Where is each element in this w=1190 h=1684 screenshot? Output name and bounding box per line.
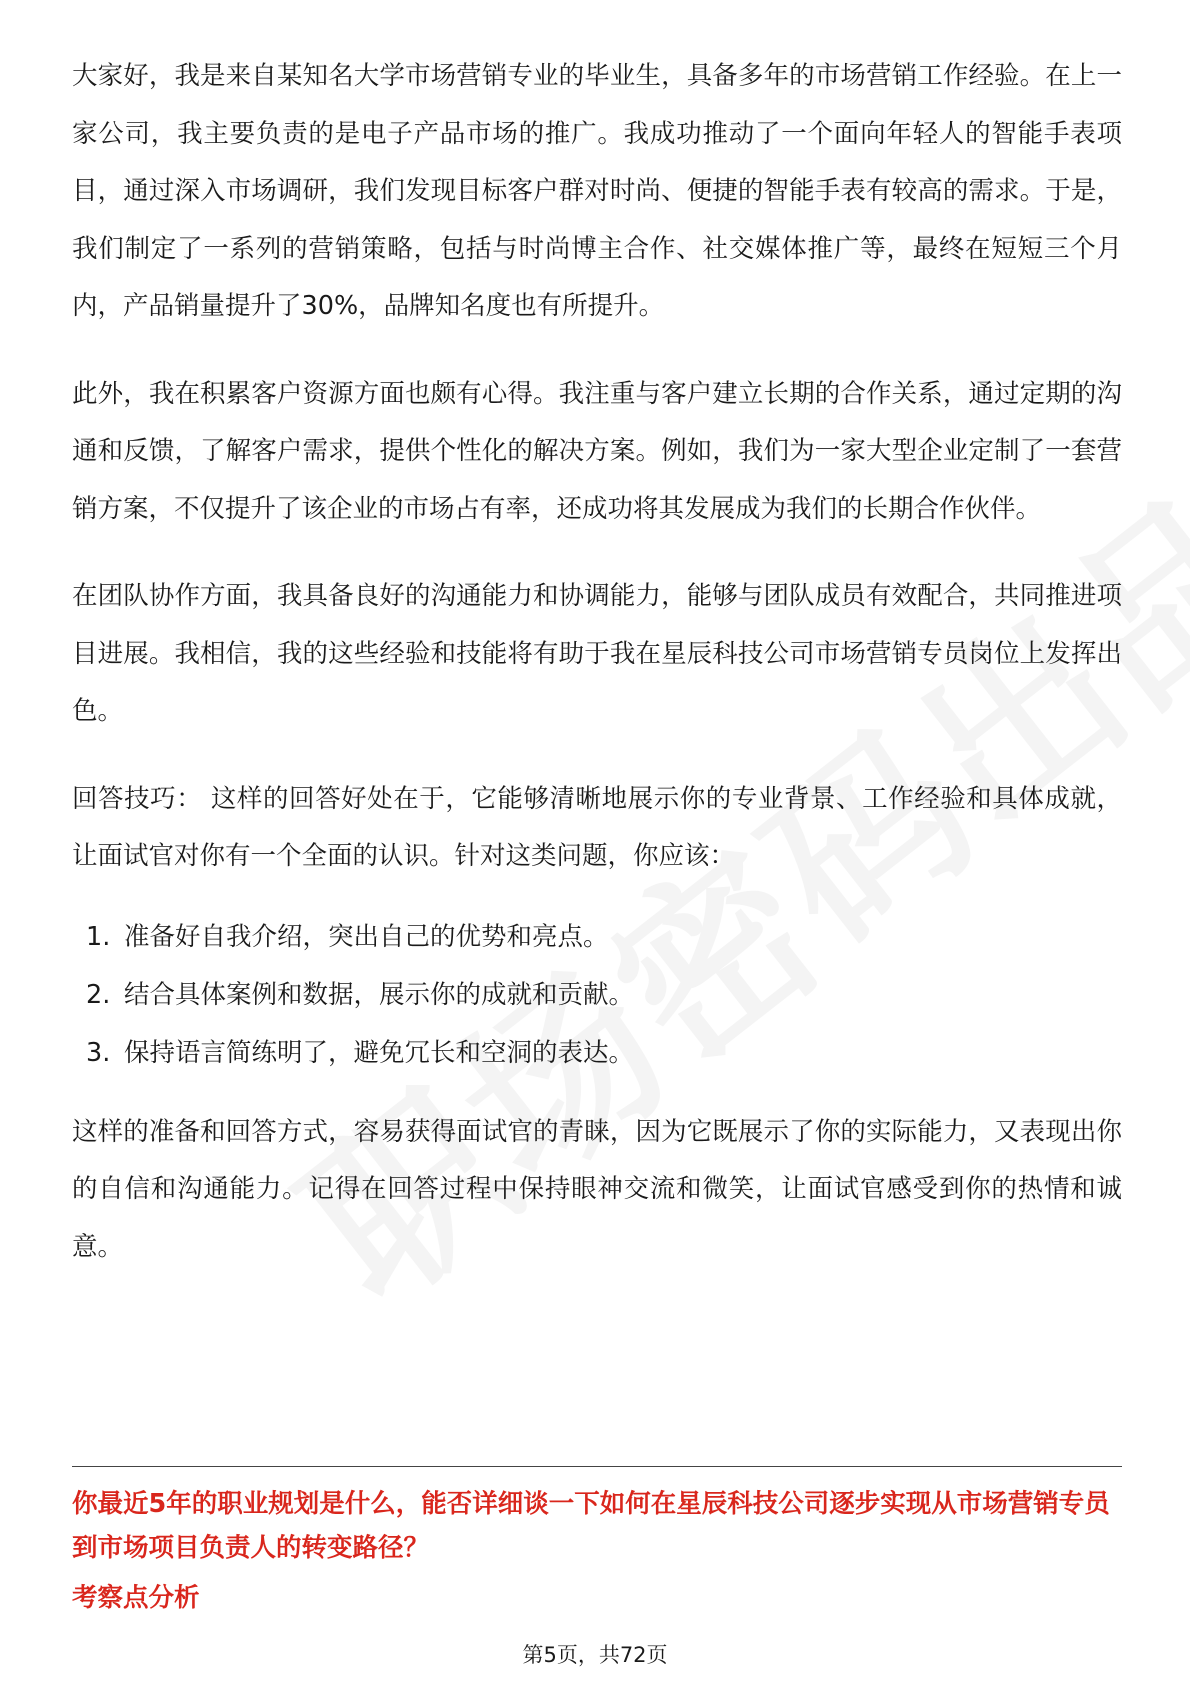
list-item xyxy=(72,1024,1122,1082)
list-item-number: 2. xyxy=(86,979,111,1010)
tips-list xyxy=(72,908,1122,1082)
paragraph-experience: 大家好，我是来自某知名大学市场营销专业的毕业生，具备多年的市场营销工作经验。在上一家公司，我主要负责的是电子产品市场的推广。我成功推动了一个面向年轻人的智能手表项目，通过深入市场调研，我们发现目标客户群对时尚、便捷的智能手表有较高的需求。于是，我们制定了一系列的营销策略，包括与时尚博主合作、社交媒体推广等，最终在短短三个月内，产品销量提升了30%，品牌知名度也有所提升。 xyxy=(72,61,1122,321)
list-item xyxy=(72,908,1122,966)
list-item-text: 结合具体案例和数据，展示你的成就和贡献。 xyxy=(124,979,635,1010)
list-item-number: 1. xyxy=(86,921,111,952)
section-divider xyxy=(72,1466,1122,1467)
paragraph-client-resources: 此外，我在积累客户资源方面也颇有心得。我注重与客户建立长期的合作关系，通过定期的沟通和反馈，了解客户需求，提供个性化的解决方案。例如，我们为一家大型企业定制了一套营销方案，不仅提升了该企业的市场占有率，还成功将其发展成为我们的长期合作伙伴。 xyxy=(72,378,1122,524)
paragraph-teamwork: 在团队协作方面，我具备良好的沟通能力和协调能力，能够与团队成员有效配合，共同推进项目进展。我相信，我的这些经验和技能将有助于我在星辰科技公司市场营销专员岗位上发挥出色。 xyxy=(72,581,1122,726)
list-item-text: 准备好自我介绍，突出自己的优势和亮点。 xyxy=(124,921,609,952)
list-item xyxy=(72,966,1122,1024)
list-item-number: 3. xyxy=(86,1037,111,1068)
paragraph-answer-tips: 回答技巧： 这样的回答好处在于，它能够清晰地展示你的专业背景、工作经验和具体成就，让面试官对你有一个全面的认识。针对这类问题，你应该： xyxy=(72,783,1122,871)
paragraph-conclusion: 这样的准备和回答方式，容易获得面试官的青睐，因为它既展示了你的实际能力，又表现出你的自信和沟通能力。记得在回答过程中保持眼神交流和微笑，让面试官感受到你的热情和诚意。 xyxy=(72,1116,1122,1262)
next-question-title: 你最近5年的职业规划是什么，能否详细谈一下如何在星辰科技公司逐步实现从市场营销专员到市场项目负责人的转变路径？ xyxy=(72,1489,1110,1563)
document-body xyxy=(72,48,1122,1276)
list-item-text: 保持语言简练明了，避免冗长和空洞的表达。 xyxy=(124,1037,635,1068)
page-number: 第5页，共72页 xyxy=(522,1643,668,1667)
analysis-heading: 考察点分析 xyxy=(72,1583,200,1613)
